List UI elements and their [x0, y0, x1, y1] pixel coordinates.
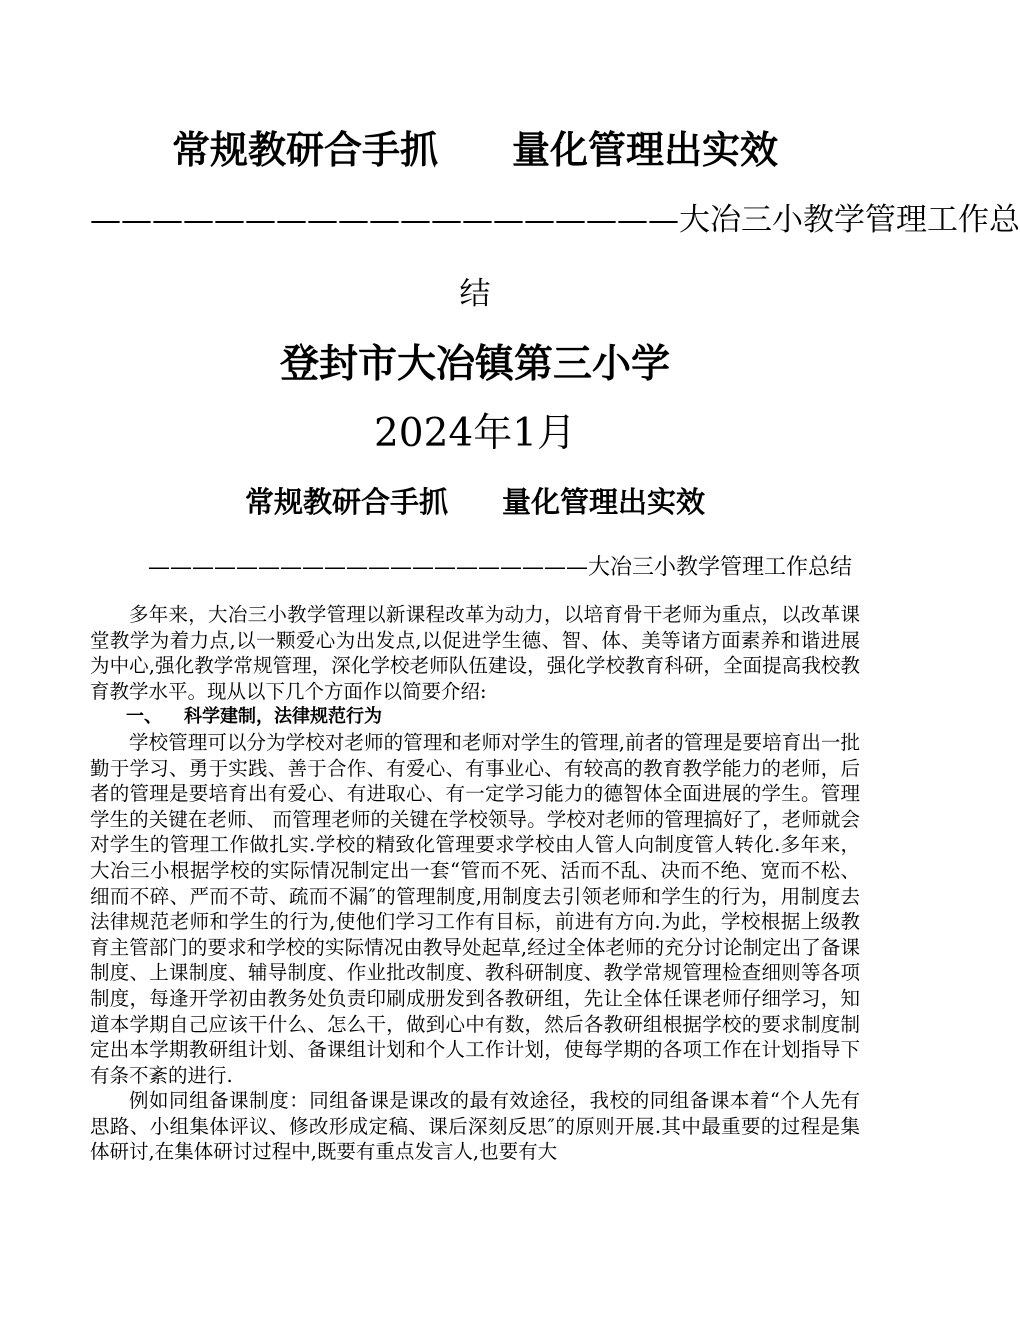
section-title: 科学建制，法律规范行为: [184, 706, 382, 728]
cover-date: 2024年1月: [373, 411, 577, 456]
body-paragraph: 学校管理可以分为学校对老师的管理和老师对学生的管理,前者的管理是要培育出一批勤于学习、勇于实践、善于合作、有爱心、有事业心、有较高的教育教学能力的老师，后者的管理是要培育出有爱心、有进取心、有一定学习能力的德智体全面进展的学生。管理学生的关键在老师、 而管理老师的关键在学校领导。学校对老师的管理搞好了，老师就会对学生的管理工作做扎实.学校的精致化管理要求学校由人管人向制度管人转化.多年来，大冶三小根据学校的实际情况制定出一套“管而不死、活而不乱、决而不绝、宽而不松、细而不碎、严而不苛、疏而不漏″的管理制度,用制度去引领老师和学生的行为，用制度去法律规范老师和学生的行为,使他们学习工作有目标，前进有方向.为此，学校根据上级教育主管部门的要求和学校的实际情况由教导处起草,经过全体老师的充分讨论制定出了备课制度、上课制度、辅导制度、作业批改制度、教科研制度、教学常规管理检查细则等各项制度，每逢开学初由教务处负责印刷成册发到各教研组，先让全体任课老师仔细学习，知道本学期自己应该干什么、怎么干，做到心中有数，然后各教研组根据学校的要求制度制定出本学期教研组计划、备课组计划和个人工作计划，使每学期的各项工作在计划指导下有条不紊的进行.: [90, 730, 860, 1087]
cover-title-right: 量化管理出实效: [512, 128, 779, 172]
body-paragraph: 例如同组备课制度：同组备课是课改的最有效途径，我校的同组备课本着“个人先有思路、小组集体评议、修改形成定稿、课后深刻反思″的原则开展.其中最重要的过程是集体研讨,在集体研讨过程中,既要有重点发言人,也要有大: [90, 1089, 860, 1164]
cover-subtitle: ———————————————————大冶三小教学管理工作总: [90, 202, 1020, 238]
section-heading: [90, 704, 860, 730]
document-title: [0, 480, 950, 524]
document-body: [90, 602, 860, 1165]
cover-title-left: 常规教研合手抓: [171, 128, 438, 172]
section-number: 一、: [126, 706, 162, 728]
document-title-left: 常规教研合手抓: [244, 485, 448, 519]
document-subtitle: ————————————————————大冶三小教学管理工作总结: [148, 555, 853, 580]
cover-title: [0, 122, 950, 178]
intro-paragraph: 多年来，大冶三小教学管理以新课程改革为动力，以培育骨干老师为重点，以改革课堂教学为着力点,以一颗爱心为出发点,以促进学生德、智、体、美等诸方面素养和谐进展为中心,强化教学常规管理，深化学校老师队伍建设，强化学校教育科研，全面提高我校教育教学水平。现从以下几个方面作以简要介绍:: [90, 603, 860, 703]
document-title-right: 量化管理出实效: [502, 485, 706, 519]
cover-school-name: 登封市大冶镇第三小学: [279, 342, 670, 387]
cover-subtitle-tail: 结: [459, 276, 491, 312]
